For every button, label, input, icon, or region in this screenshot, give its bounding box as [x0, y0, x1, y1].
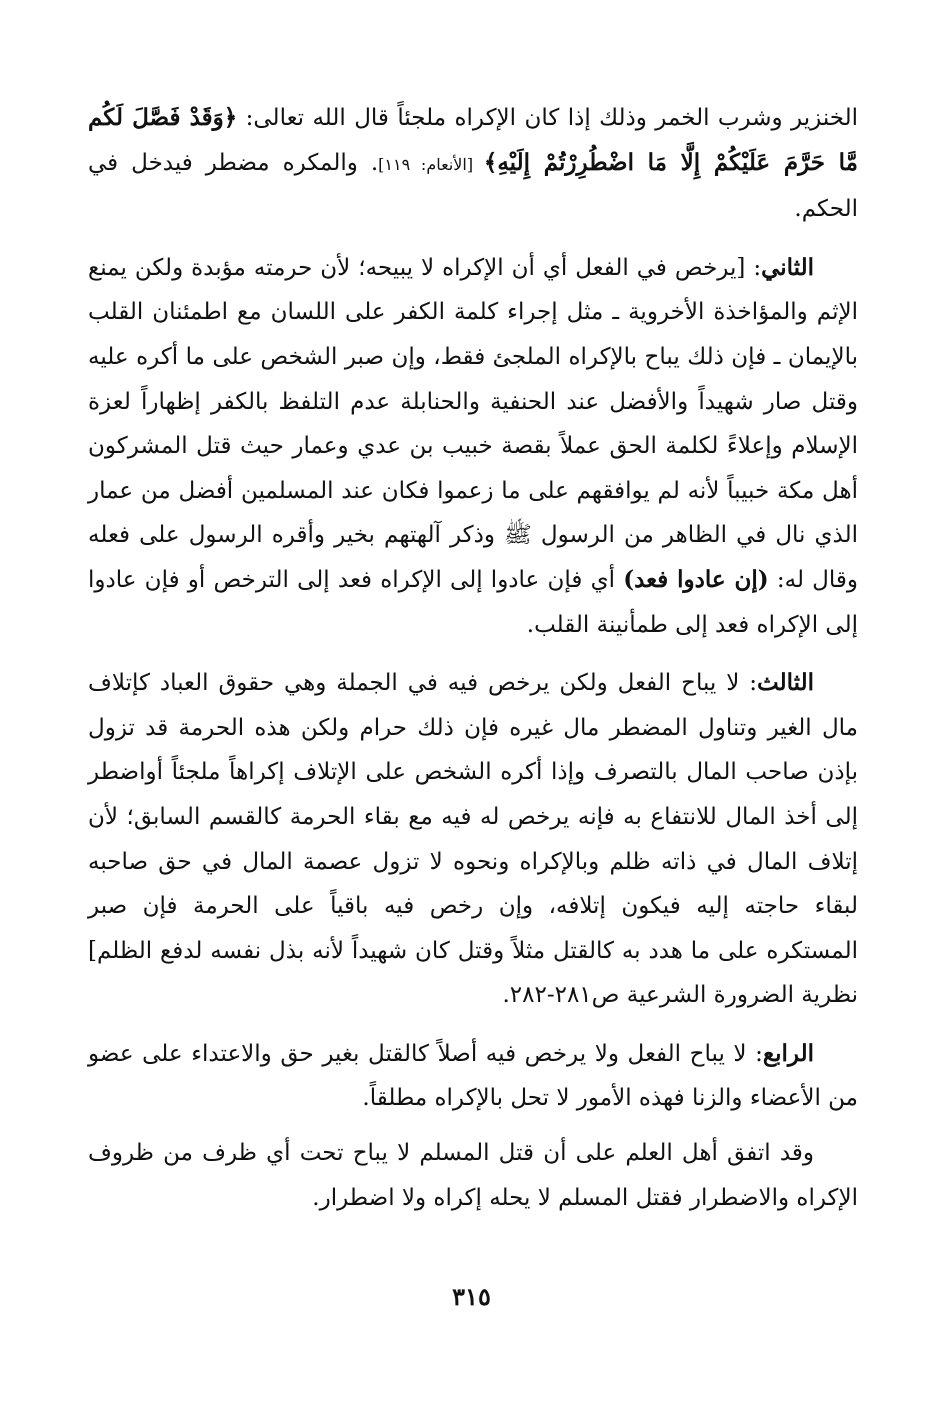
paragraph-2-text-before: : [يرخص في الفعل أي أن الإكراه لا يبيحه؛ لأن حرمته مؤبدة ولكن يمنع الإثم والمؤاخذة الأخروية ـ مثل إجراء كلمة الكفر على اللسان مع اطمئنان القلب بالإيمان ـ فإن ذلك يباح بالإكراه الملجئ فقط، وإن صبر الشخص على ما أكره عليه وقتل صار شهيداً والأفضل عند الحنفية والحنابلة عدم التلفظ بالكفر إظهاراً لعزة الإسلام وإعلاءً لكلمة الحق عملاً بقصة خبيب بن عدي وعمار حيث قتل المشركون أهل مكة خبيباً لأنه لم يوافقهم على ما زعموا فكان عند المسلمين أفضل من عمار الذي نال في الظاهر من الرسول ﷺ وذكر آلهتهم بخير وأقره الرسول على فعله وقال له: [88, 254, 858, 593]
hadith-quote: (إن عادوا فعد) [623, 565, 769, 593]
paragraph-second [88, 246, 858, 647]
document-body [88, 96, 858, 1220]
paragraph-continuation [88, 96, 858, 232]
quran-verse: ﴿وَقَدْ فَصَّلَ لَكُم مَّا حَرَّمَ عَلَيْكُمْ إِلَّا مَا اضْطُرِرْتُمْ إِلَيْهِ﴾ [88, 104, 858, 176]
lead-word-fourth: الرابع [762, 1039, 814, 1067]
paragraph-fifth [88, 1131, 858, 1220]
lead-word-second: الثاني [761, 253, 814, 281]
quran-reference: [الأنعام: ١١٩] [378, 154, 484, 174]
paragraph-4-text: : لا يباح الفعل ولا يرخص فيه أصلاً كالقتل بغير حق والاعتداء على عضو من الأعضاء والزنا فهذه الأمور لا تحل بالإكراه مطلقاً. [88, 1040, 858, 1112]
page-number: ٣١٥ [452, 1282, 491, 1311]
paragraph-5-text: وقد اتفق أهل العلم على أن قتل المسلم لا يباح تحت أي ظرف من ظروف الإكراه والاضطرار فقتل المسلم لا يحله إكراه ولا اضطرار. [88, 1140, 858, 1211]
paragraph-3-text: : لا يباح الفعل ولكن يرخص فيه في الجملة وهي حقوق العباد كإتلاف مال الغير وتناول المضطر مال غيره فإن ذلك حرام ولكن هذه الحرمة قد تزول بإذن صاحب المال بالتصرف وإذا أكره الشخص على الإتلاف إكراهاً ملجئاً أواضطر إلى أخذ المال للانتفاع به فإنه يرخص له فيه مع بقاء الحرمة كالقسم السابق؛ لأن إتلاف المال في ذاته ظلم وبالإكراه ونحوه لا تزول عصمة المال في حق صاحبه لبقاء حاجته إليه فيكون إتلافه، وإن رخص فيه باقياً على الحرمة فإن صبر المستكره على ما هدد به كالقتل مثلاً وقتل كان شهيداً لأنه بذل نفسه لدفع الظلم] نظرية الضرورة الشرعية ص٢٨١-٢٨٢. [88, 670, 858, 1009]
paragraph-1-outro: . والمكره مضطر فيدخل في الحكم. [88, 149, 858, 223]
paragraph-third [88, 661, 858, 1018]
lead-word-third: الثالث [757, 669, 814, 697]
paragraph-1-intro: الخنزير وشرب الخمر وذلك إذا كان الإكراه ملجئاً قال الله تعالى: [237, 105, 858, 131]
paragraph-2-text-after: أي فإن عادوا إلى الإكراه فعد إلى الترخص أو فإن عادوا إلى الإكراه فعد إلى طمأنينة القلب. [88, 566, 858, 638]
paragraph-fourth [88, 1032, 858, 1121]
